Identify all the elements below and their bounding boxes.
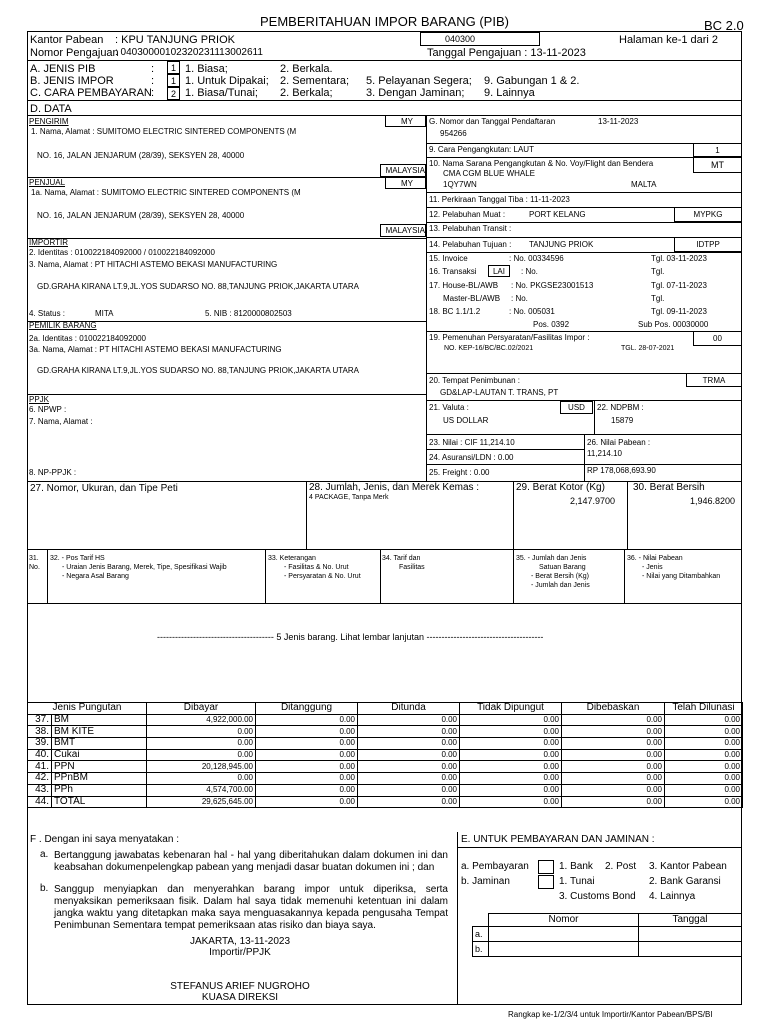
pungutan-row: [28, 784, 743, 796]
statement-b: Sanggup menyiapkan dan menyerahkan barang impor untuk diperiksa, serta menyaksikan pemeriksaan fisik. Dalam hal saya tidak memenuhi ketentuan ini dalam jangka waktu yang ditetapkan maka saya menguasakannya kepada pengusaha Tempat Penimbunan Sementara tempat pemeriksaan atas risiko dan biaya saya.: [54, 884, 448, 931]
pungutan-value: 0.00: [256, 784, 358, 796]
sarana-voy: 1QY7WN: [443, 180, 477, 189]
nilai-cif: 23. Nilai : CIF 11,214.10: [429, 438, 515, 447]
tempat-penimbunan: GD&LAP-LAUTAN T. TRANS, PT: [440, 388, 559, 397]
nomor-pengajuan-value: : 04030000102320231113002611: [115, 47, 263, 58]
pemilik-title: PEMILIK BARANG: [29, 321, 97, 330]
section-d-data: D. DATA: [30, 103, 72, 115]
nomor-pengajuan-label: Nomor Pengajuan: [30, 47, 119, 59]
importir-title: IMPORTIR: [29, 238, 68, 247]
jenis-pib-code: 1: [167, 61, 180, 74]
pelabuhan-tujuan-label: 14. Pelabuhan Tujuan :: [429, 240, 512, 249]
pungutan-value: 0.00: [256, 738, 358, 750]
berat-bersih-label: 30. Berat Bersih: [633, 482, 705, 493]
pelabuhan-tujuan: TANJUNG PRIOK: [529, 240, 594, 249]
pengirim-nama: 1. Nama, Alamat : SUMITOMO ELECTRIC SINTERED COMPONENTS (M: [31, 127, 297, 136]
pungutan-value: 0.00: [358, 773, 460, 785]
pembayaran-checkbox[interactable]: [538, 860, 554, 874]
payment-a-tanggal[interactable]: [639, 927, 742, 942]
col-telah-dilunasi: Telah Dilunasi: [665, 703, 743, 715]
pungutan-value: 0.00: [460, 761, 562, 773]
statement-title: F . Dengan ini saya menyatakan :: [30, 834, 179, 845]
pungutan-jenis: Cukai: [52, 749, 147, 761]
bc11-tgl: Tgl. 09-11-2023: [651, 307, 707, 316]
invoice-no: : No. 00334596: [509, 254, 564, 263]
pelabuhan-transit: 13. Pelabuhan Transit :: [429, 224, 512, 233]
pungutan-value: 0.00: [460, 714, 562, 726]
persyaratan-kep: NO. KEP-16/BC/BC.02/2021: [444, 345, 534, 352]
sarana-flag: MALTA: [631, 180, 657, 189]
pungutan-value: 0.00: [562, 773, 665, 785]
pungutan-value: 29,625,645.00: [147, 796, 256, 808]
signer-role: Importir/PPJK: [209, 947, 271, 958]
pungutan-value: 0.00: [147, 738, 256, 750]
pemilik-identitas: 2a. Identitas : 010022184092000: [29, 334, 146, 343]
pungutan-value: 0.00: [358, 761, 460, 773]
signer-name: STEFANUS ARIEF NUGROHO: [170, 981, 310, 992]
col-dibebaskan: Dibebaskan: [562, 703, 665, 715]
pungutan-value: 0.00: [256, 773, 358, 785]
invoice-tgl: Tgl. 03-11-2023: [651, 254, 707, 263]
pungutan-no: 40.: [28, 749, 52, 761]
importir-status: MITA: [95, 309, 114, 318]
pungutan-row: [28, 761, 743, 773]
pungutan-value: 0.00: [358, 796, 460, 808]
berat-bersih-value: 1,946.8200: [690, 496, 736, 506]
tempat-penimbunan-code: TRMA: [686, 373, 742, 387]
pungutan-value: 0.00: [665, 761, 743, 773]
berat-kotor-value: 2,147.9700: [570, 496, 616, 506]
ndpbm: 15879: [611, 416, 634, 425]
pungutan-row: [28, 714, 743, 726]
jenis-pib-label: A. JENIS PIB: [30, 63, 96, 75]
importir-identitas: 2. Identitas : 010022184092000 / 010022184092000: [29, 248, 215, 257]
place-date: JAKARTA, 13-11-2023: [189, 936, 291, 947]
jenis-impor-label: B. JENIS IMPOR: [30, 75, 114, 87]
importir-alamat: GD.GRAHA KIRANA LT.9,JL.YOS SUDARSO NO. 88,TANJUNG PRIOK,JAKARTA UTARA: [37, 282, 360, 291]
pungutan-value: 0.00: [460, 749, 562, 761]
kantor-code: 040300: [420, 32, 540, 46]
pungutan-value: 4,922,000.00: [147, 714, 256, 726]
pelabuhan-tujuan-code: IDTPP: [674, 237, 742, 252]
pungutan-value: 0.00: [256, 726, 358, 738]
pungutan-jenis: PPnBM: [52, 773, 147, 785]
pungutan-no: 41.: [28, 761, 52, 773]
pemilik-nama: 3a. Nama, Alamat : PT HITACHI ASTEMO BEKASI MANUFACTURING: [29, 345, 282, 354]
pungutan-no: 43.: [28, 784, 52, 796]
pungutan-value: 0.00: [665, 796, 743, 808]
jenis-impor-code: 1: [167, 74, 180, 87]
ppjk-npwp: 6. NPWP :: [29, 405, 67, 414]
pungutan-no: 38.: [28, 726, 52, 738]
pungutan-value: 0.00: [665, 749, 743, 761]
bc-code: BC 2.0: [704, 18, 744, 33]
pungutan-value: 4,574,700.00: [147, 784, 256, 796]
penjual-country-code: MY: [385, 177, 426, 189]
pungutan-value: 0.00: [665, 773, 743, 785]
pungutan-value: 0.00: [562, 738, 665, 750]
tempat-penimbunan-label: 20. Tempat Penimbunan :: [429, 376, 521, 385]
payment-b-tanggal[interactable]: [639, 942, 742, 957]
pungutan-jenis: PPh: [52, 784, 147, 796]
cara-pembayaran-code: 2: [167, 87, 180, 100]
jaminan-checkbox[interactable]: [538, 875, 554, 889]
ppjk-np: 8. NP-PPJK :: [29, 468, 77, 477]
nilai-pabean-usd: 11,214.10: [587, 449, 622, 458]
pungutan-value: 20,128,945.00: [147, 761, 256, 773]
pungutan-row: [28, 726, 743, 738]
pelabuhan-muat: PORT KELANG: [529, 210, 586, 219]
kemasan-value: 4 PACKAGE, Tanpa Merk: [309, 494, 389, 501]
pelabuhan-muat-code: MYPKG: [674, 207, 742, 222]
statement-a: Bertanggung jawabatas kebenaran hal - hal yang diberitahukan dalam dokumen ini dan keabsahan dokumenpelengkap pabean yang menjadi dasar buatan dokumen ini ; dan: [54, 850, 448, 873]
pungutan-jenis: TOTAL: [52, 796, 147, 808]
pungutan-table: [27, 702, 743, 808]
halaman: Halaman ke-1 dari 2: [619, 34, 719, 46]
pungutan-no: 44.: [28, 796, 52, 808]
col-ditanggung: Ditanggung: [256, 703, 358, 715]
kantor-label: Kantor Pabean: [30, 34, 104, 46]
cara-pembayaran-label: C. CARA PEMBAYARAN: [30, 87, 152, 99]
nilai-pabean-rp: RP 178,068,693.90: [587, 466, 656, 475]
pungutan-header-row: [28, 703, 743, 715]
pungutan-value: 0.00: [358, 726, 460, 738]
persyaratan-label: 19. Pemenuhan Persyaratan/Fasilitas Impor :: [429, 333, 590, 342]
pungutan-jenis: PPN: [52, 761, 147, 773]
pungutan-value: 0.00: [460, 773, 562, 785]
pungutan-value: 0.00: [358, 714, 460, 726]
valuta: US DOLLAR: [443, 416, 489, 425]
pungutan-value: 0.00: [562, 749, 665, 761]
bc11-pos: Pos. 0392: [533, 320, 570, 329]
col-ditunda: Ditunda: [358, 703, 460, 715]
pungutan-row: [28, 738, 743, 750]
pengirim-title: PENGIRIM: [29, 117, 69, 126]
col-dibayar: Dibayar: [147, 703, 256, 715]
pungutan-value: 0.00: [147, 773, 256, 785]
items-note: --------------------------------------- 5 Jenis barang. Lihat lembar lanjutan ---------------------------------------: [157, 632, 544, 642]
col-jenis-pungutan: Jenis Pungutan: [28, 703, 147, 715]
kantor-value: : KPU TANJUNG PRIOK: [115, 34, 236, 46]
asuransi: 24. Asuransi/LDN : 0.00: [429, 453, 514, 462]
payment-a-nomor[interactable]: [489, 927, 639, 942]
payment-table: Nomor Tanggal a. b.: [472, 913, 742, 957]
pungutan-value: 0.00: [562, 726, 665, 738]
sarana-label: 10. Nama Sarana Pengangkutan & No. Voy/Flight dan Bendera: [429, 159, 654, 168]
pelabuhan-muat-label: 12. Pelabuhan Muat :: [429, 210, 506, 219]
pungutan-value: 0.00: [147, 726, 256, 738]
signer-title: KUASA DIREKSI: [201, 992, 279, 1003]
penjual-alamat: NO. 16, JALAN JENJARUM (28/39), SEKSYEN 28, 40000: [37, 211, 245, 220]
kemasan-label: 28. Jumlah, Jenis, dan Merek Kemas :: [309, 482, 480, 493]
importir-nib: 5. NIB : 8120000802503: [205, 309, 292, 318]
importir-nama: 3. Nama, Alamat : PT HITACHI ASTEMO BEKASI MANUFACTURING: [29, 260, 278, 269]
pungutan-value: 0.00: [665, 738, 743, 750]
pungutan-value: 0.00: [460, 796, 562, 808]
pengirim-country-code: MY: [385, 115, 426, 127]
jaminan-label: b. Jaminan: [461, 876, 510, 887]
page-title: PEMBERITAHUAN IMPOR BARANG (PIB): [260, 14, 509, 29]
pungutan-jenis: BM KITE: [52, 726, 147, 738]
pungutan-value: 0.00: [256, 761, 358, 773]
pembayaran-label: a. Pembayaran: [461, 861, 529, 872]
tanggal-pengajuan: Tanggal Pengajuan : 13-11-2023: [427, 47, 586, 59]
pengirim-alamat: NO. 16, JALAN JENJARUM (28/39), SEKSYEN 28, 40000: [37, 151, 245, 160]
cara-pengangkutan-code: 1: [693, 143, 742, 157]
sarana-code: MT: [693, 157, 742, 173]
pungutan-value: 0.00: [256, 714, 358, 726]
peti-label: 27. Nomor, Ukuran, dan Tipe Peti: [30, 483, 178, 494]
persyaratan-code: 00: [693, 331, 742, 346]
footer-note: Rangkap ke-1/2/3/4 untuk Importir/Kantor Pabean/BPS/BI: [508, 1010, 713, 1019]
pungutan-value: 0.00: [358, 784, 460, 796]
pungutan-value: 0.00: [256, 796, 358, 808]
g-no: 954266: [440, 129, 467, 138]
pungutan-value: 0.00: [665, 784, 743, 796]
pungutan-row: [28, 749, 743, 761]
pungutan-row: [28, 796, 743, 808]
pungutan-row: [28, 773, 743, 785]
penjual-title: PENJUAL: [29, 178, 66, 187]
pemilik-alamat: GD.GRAHA KIRANA LT.9,JL.YOS SUDARSO NO. 88,TANJUNG PRIOK,JAKARTA UTARA: [37, 366, 360, 375]
pungutan-value: 0.00: [665, 714, 743, 726]
transaksi-code: LAI: [488, 265, 510, 277]
pungutan-jenis: BM: [52, 714, 147, 726]
pungutan-value: 0.00: [562, 796, 665, 808]
bc11-subpos: Sub Pos. 00030000: [638, 320, 709, 329]
perkiraan-tiba: 11. Perkiraan Tanggal Tiba : 11-11-2023: [429, 195, 570, 204]
pungutan-value: 0.00: [256, 749, 358, 761]
berat-kotor-label: 29. Berat Kotor (Kg): [516, 482, 605, 493]
bc11-no: : No. 005031: [509, 307, 555, 316]
payment-b-nomor[interactable]: [489, 942, 639, 957]
ppjk-title: PPJK: [29, 395, 50, 404]
pungutan-no: 37.: [28, 714, 52, 726]
pungutan-value: 0.00: [358, 738, 460, 750]
pungutan-no: 39.: [28, 738, 52, 750]
valuta-code: USD: [560, 401, 593, 414]
freight: 25. Freight : 0.00: [429, 468, 490, 477]
pungutan-value: 0.00: [358, 749, 460, 761]
penjual-country: MALAYSIA: [380, 224, 426, 237]
pungutan-value: 0.00: [665, 726, 743, 738]
pungutan-value: 0.00: [460, 738, 562, 750]
pungutan-value: 0.00: [562, 784, 665, 796]
importir-status-label: 4. Status :: [29, 309, 66, 318]
pungutan-value: 0.00: [147, 749, 256, 761]
pungutan-jenis: BMT: [52, 738, 147, 750]
house-bl-no: : No. PKGSE23001513: [511, 281, 594, 290]
pungutan-value: 0.00: [562, 714, 665, 726]
pungutan-value: 0.00: [562, 761, 665, 773]
g-label: G. Nomor dan Tanggal Pendaftaran: [429, 117, 556, 126]
sarana-vessel: CMA CGM BLUE WHALE: [443, 169, 536, 178]
payment-title: E. UNTUK PEMBAYARAN DAN JAMINAN :: [461, 834, 655, 845]
pungutan-value: 0.00: [460, 726, 562, 738]
cara-pengangkutan: 9. Cara Pengangkutan: LAUT: [429, 145, 534, 154]
persyaratan-tgl: TGL. 28-07-2021: [621, 345, 675, 352]
col-tidak-dipungut: Tidak Dipungut: [460, 703, 562, 715]
penjual-nama: 1a. Nama, Alamat : SUMITOMO ELECTRIC SINTERED COMPONENTS (M: [31, 188, 301, 197]
pungutan-no: 42.: [28, 773, 52, 785]
g-date: 13-11-2023: [598, 117, 639, 126]
pungutan-value: 0.00: [460, 784, 562, 796]
house-bl-tgl: Tgl. 07-11-2023: [651, 281, 707, 290]
ppjk-nama: 7. Nama, Alamat :: [29, 417, 93, 426]
pengirim-country: MALAYSIA: [380, 164, 426, 177]
